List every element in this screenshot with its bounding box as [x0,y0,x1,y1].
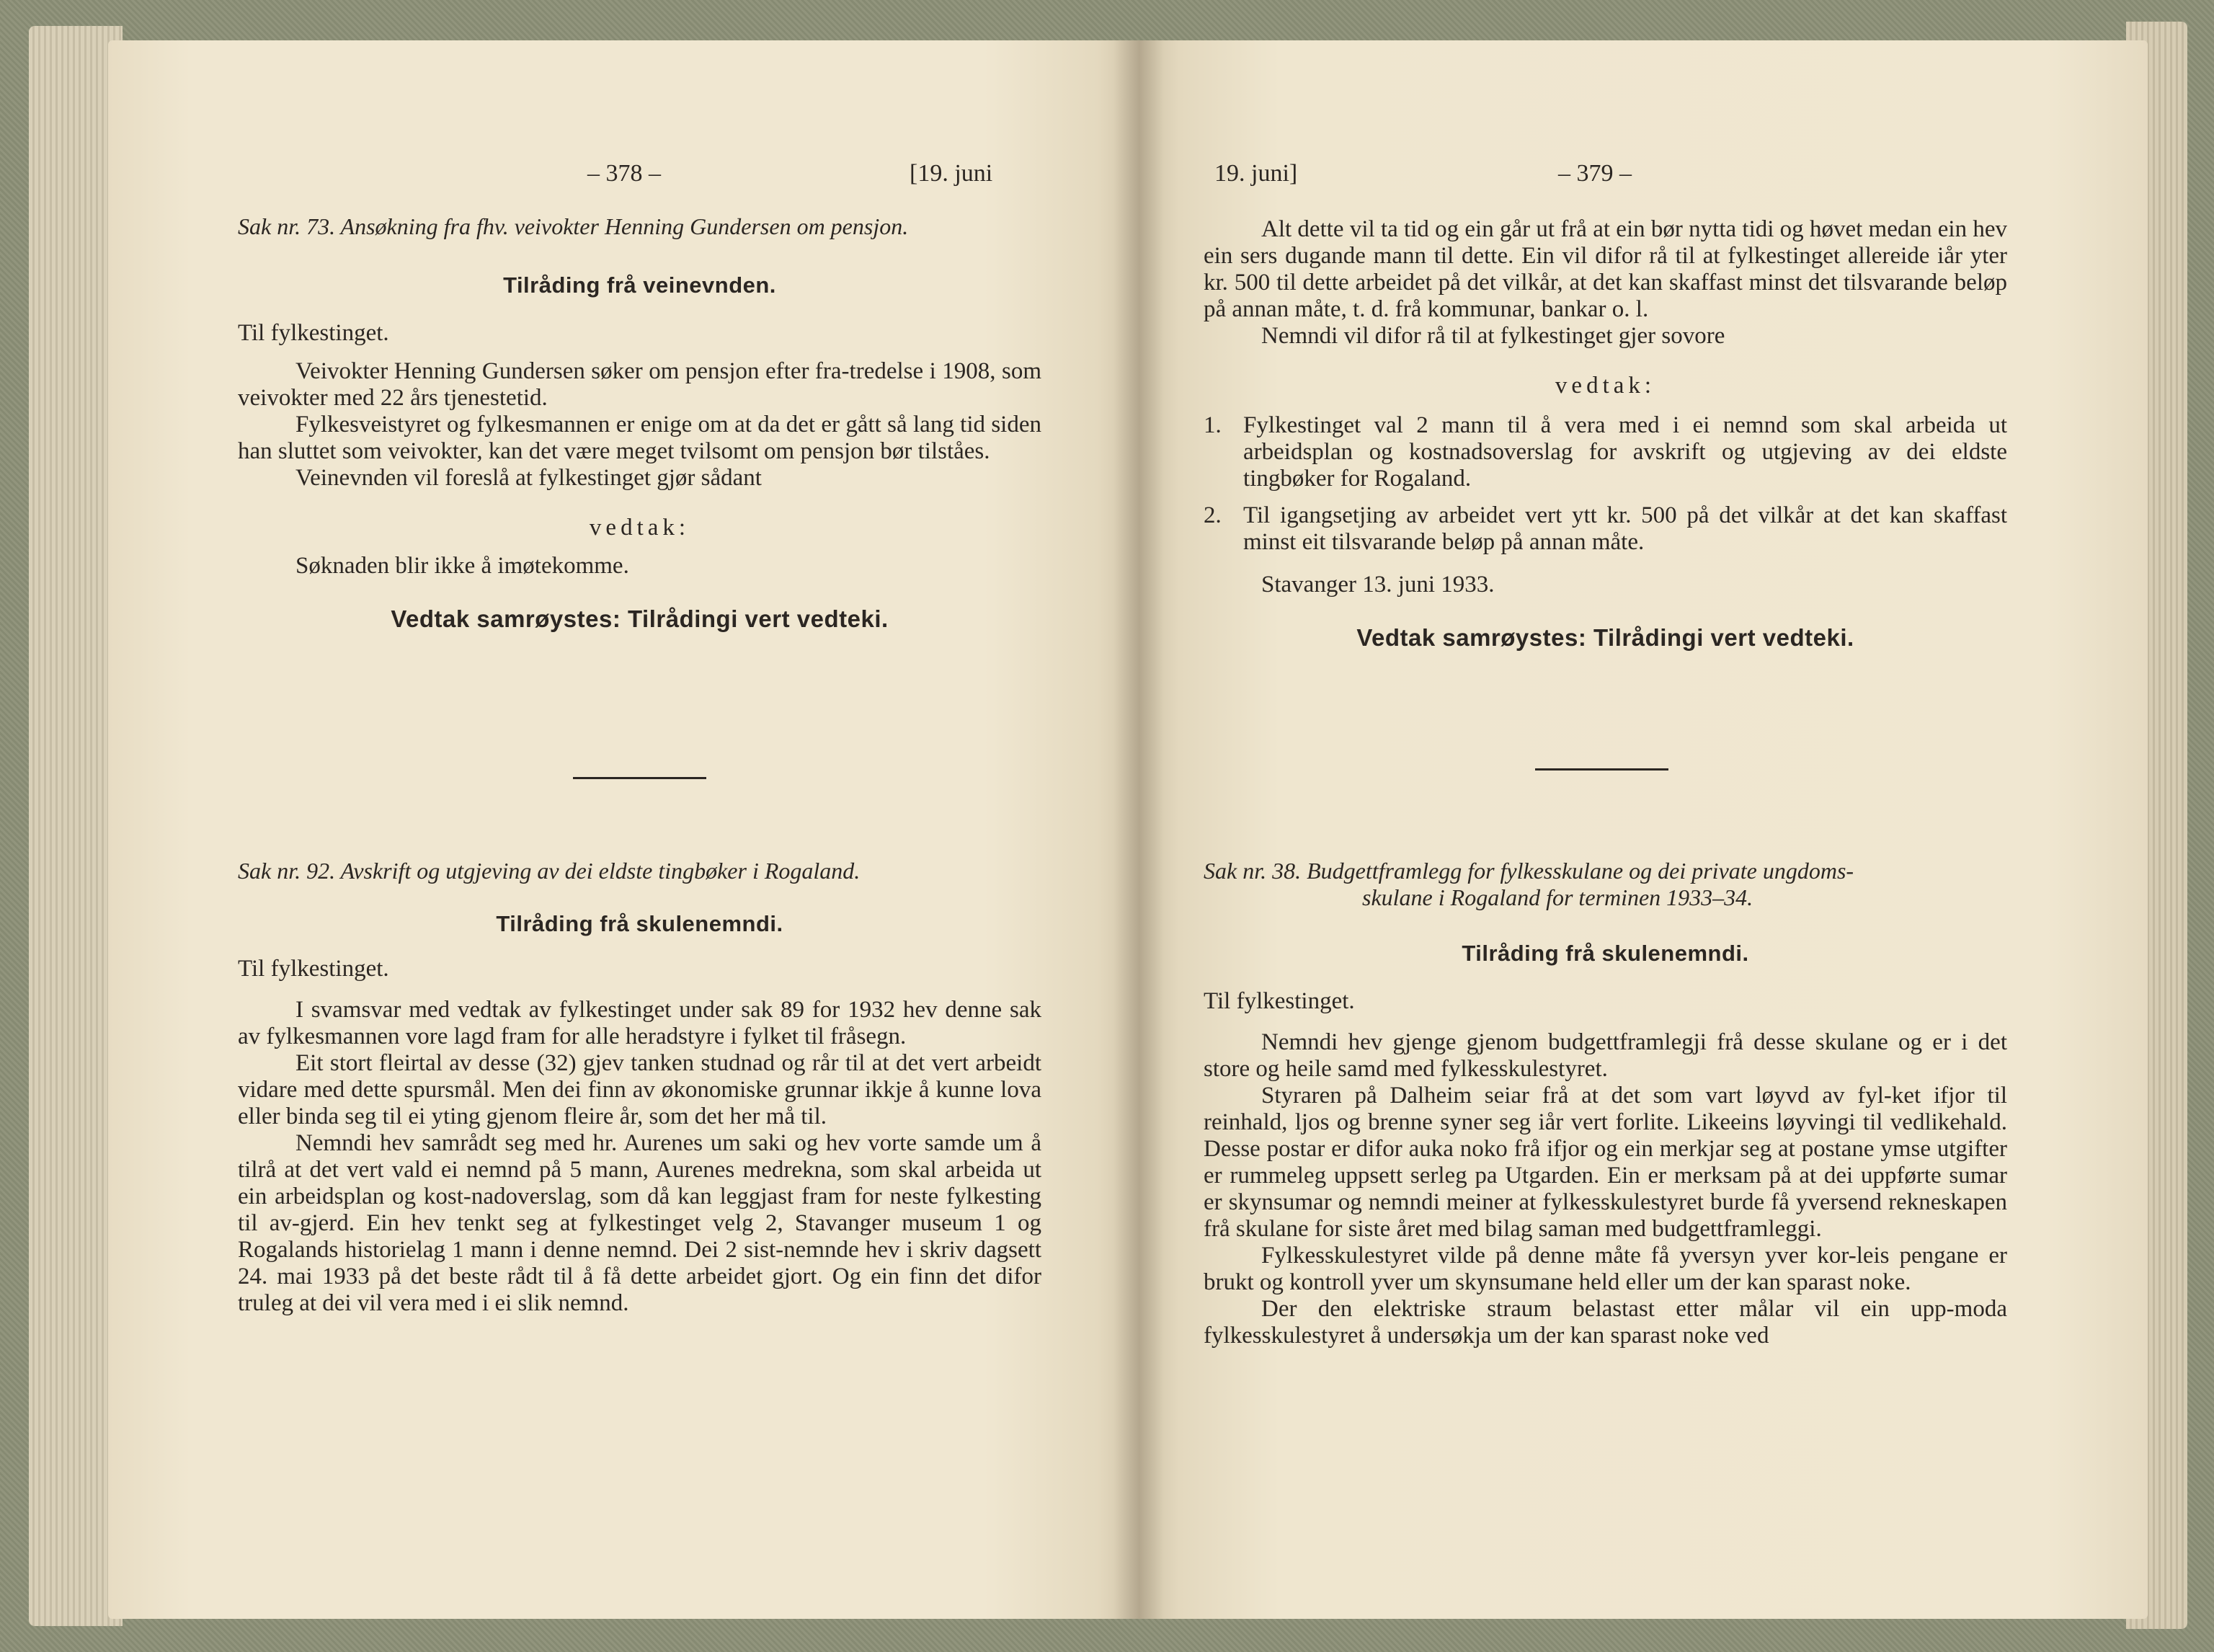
sak-92-paragraph: I svamsvar med vedtak av fylkestinget under sak 89 for 1932 hev denne sak av fylkesmannen vore lagd fram for alle heradstyre i fylket til fråsegn. [238,997,1041,1049]
sak-73-paragraph: Veinevnden vil foreslå at fylkestinget gjør sådant [295,465,762,491]
sak-73-paragraph: Fylkesveistyret og fylkesmannen er enige om at da det er gått så lang tid siden han sluttet som veivokter, kan det være meget tvilsomt om pensjon bør tilståes. [238,412,1041,464]
sak-38-paragraph: Nemndi hev gjenge gjenom budgettframlegji frå desse skulane og er i det store og heile samd med fylkesskulestyret. [1204,1029,2007,1082]
sak-73-paragraph: Veivokter Henning Gundersen søker om pensjon efter fra-tredelse i 1908, som veivokter med 22 års tjenestetid. [238,358,1041,411]
sak-73-result: Vedtak samrøystes: Tilrådingi vert vedteki. [391,605,889,632]
sak-73-heading: Tilråding frå veinevnden. [503,272,776,298]
place-date: Stavanger 13. juni 1933. [1261,572,1495,598]
right-page-number: – 379 – [1558,160,1632,187]
sak-38-title-line-1: Sak nr. 38. Budgettframlegg for fylkesskulane og dei private ungdoms- [1204,858,1854,884]
sak-73-decision: Søknaden blir ikke å imøtekomme. [295,553,629,579]
sak-38-title-line-2: skulane i Rogaland for terminen 1933–34. [1362,884,1753,910]
left-page-body-2 [238,858,1041,1317]
section-divider [1535,768,1668,771]
sak-92-paragraph: Nemndi hev samrådt seg med hr. Aurenes um saki og hev vorte samde um å tilrå at det vert vald ei nemnd på 5 mann, Aurenes medrekna, som skal arbeida ut ein arbeidsplan og kost-nadoverslag, som då kan leggjast fram for neste fylkesting til av-gjerd. Ein hev tenkt seg at fylkestinget velg 2, Stavanger museum 1 og Rogalands historielag 1 mann i denne nemnd. Dei 2 sist-nemnde hev i skriv dagsett 24. mai 1933 på det beste rådt til å få dette arbeidet gjort. Og ein finn det difor truleg at dei vil vera med i ei slik nemnd. [238,1130,1041,1316]
continued-paragraph: Alt dette vil ta tid og ein går ut frå at ein bør nytta tidi og høvet medan ein hev ein sers dugande mann til dette. Ein vil difor rå til at fylkestinget allereide iår yter kr. 500 til dette arbeidet på det vilkår, at det kan skaffast minst det tilsvarande beløp på annan måte, t. d. frå kommunar, bankar o. l. [1204,216,2007,322]
left-page-number: – 378 – [587,160,661,187]
sak-92-addressee: Til fylkestinget. [238,956,389,982]
vedtak-item-1 [1204,412,2007,492]
right-page-body-2 [1204,858,2007,1349]
sak-92-heading: Tilråding frå skulenemndi. [496,911,783,936]
continued-paragraph: Nemndi vil difor rå til at fylkestinget gjer sovore [1261,323,1725,349]
sak-73-title: Sak nr. 73. Ansøkning fra fhv. veivokter Henning Gundersen om pensjon. [238,213,909,239]
sak-73-addressee: Til fylkestinget. [238,320,389,346]
left-date-header: [19. juni [910,160,993,187]
item-text: Fylkestinget val 2 mann til å vera med i ei nemnd som skal arbeida ut arbeidsplan og kostnadsoverslag for avskrift og utgjeving av dei eldste tingbøker for Rogaland. [1243,412,2007,492]
item-number: 2. [1204,502,1222,528]
sak-38-paragraph: Styraren på Dalheim seiar frå at det som vart løyvd av fyl-ket ifjor til reinhald, ljos og brenne syner seg iår vert forlite. Likeeins løyvingi til vedlikehald. Desse postar er difor auka noko frå ifjor og ein merkjar seg at postane ymse utgifter er rummeleg uppsett serleg pa Utgarden. Ein er merksam på at dei uppførte sumar er skynsumar og nemndi meiner at fylkesskulestyret burde få yversend rekneskapen frå skulane for siste året med bilag saman med budgettframleggi. [1204,1083,2007,1242]
left-page-body [238,213,1041,632]
right-page-body [1204,216,2007,651]
item-number: 1. [1204,412,1222,438]
vedtak-item-2 [1204,502,2007,556]
section-divider [573,777,706,779]
item-text: Til igangsetjing av arbeidet vert ytt kr. 500 på det vilkår at det kan skaffast minst eit tilsvarande beløp på annan måte. [1243,502,2007,555]
sak-38-heading: Tilråding frå skulenemndi. [1462,941,1749,966]
sak-92-paragraph: Eit stort fleirtal av desse (32) gjev tanken studnad og rår til at det vert arbeidt vidare med dette spursmål. Men dei finn av økonomiske grunnar ikkje å kunne lova eller binda seg til ei yting gjenom fleire år, som det her må til. [238,1050,1041,1129]
sak-38-paragraph: Der den elektriske straum belastast etter målar vil ein upp-moda fylkesskulestyret å undersøkja um der kan sparast noke ved [1204,1296,2007,1349]
book-gutter [1113,40,1164,1619]
sak-38-paragraph: Fylkesskulestyret vilde på denne måte få yversyn yver kor-leis pengane er brukt og kontroll yver um skynsumane held eller um der kan sparast noke. [1204,1243,2007,1295]
sak-92-title: Sak nr. 92. Avskrift og utgjeving av dei eldste tingbøker i Rogaland. [238,858,861,884]
sak-73-vedtak: vedtak: [589,515,690,541]
sak-38-addressee: Til fylkestinget. [1204,988,1355,1014]
vedtak-label: vedtak: [1555,373,1656,399]
sak-92-result: Vedtak samrøystes: Tilrådingi vert vedteki. [1356,624,1854,651]
right-date-header: 19. juni] [1214,160,1298,187]
